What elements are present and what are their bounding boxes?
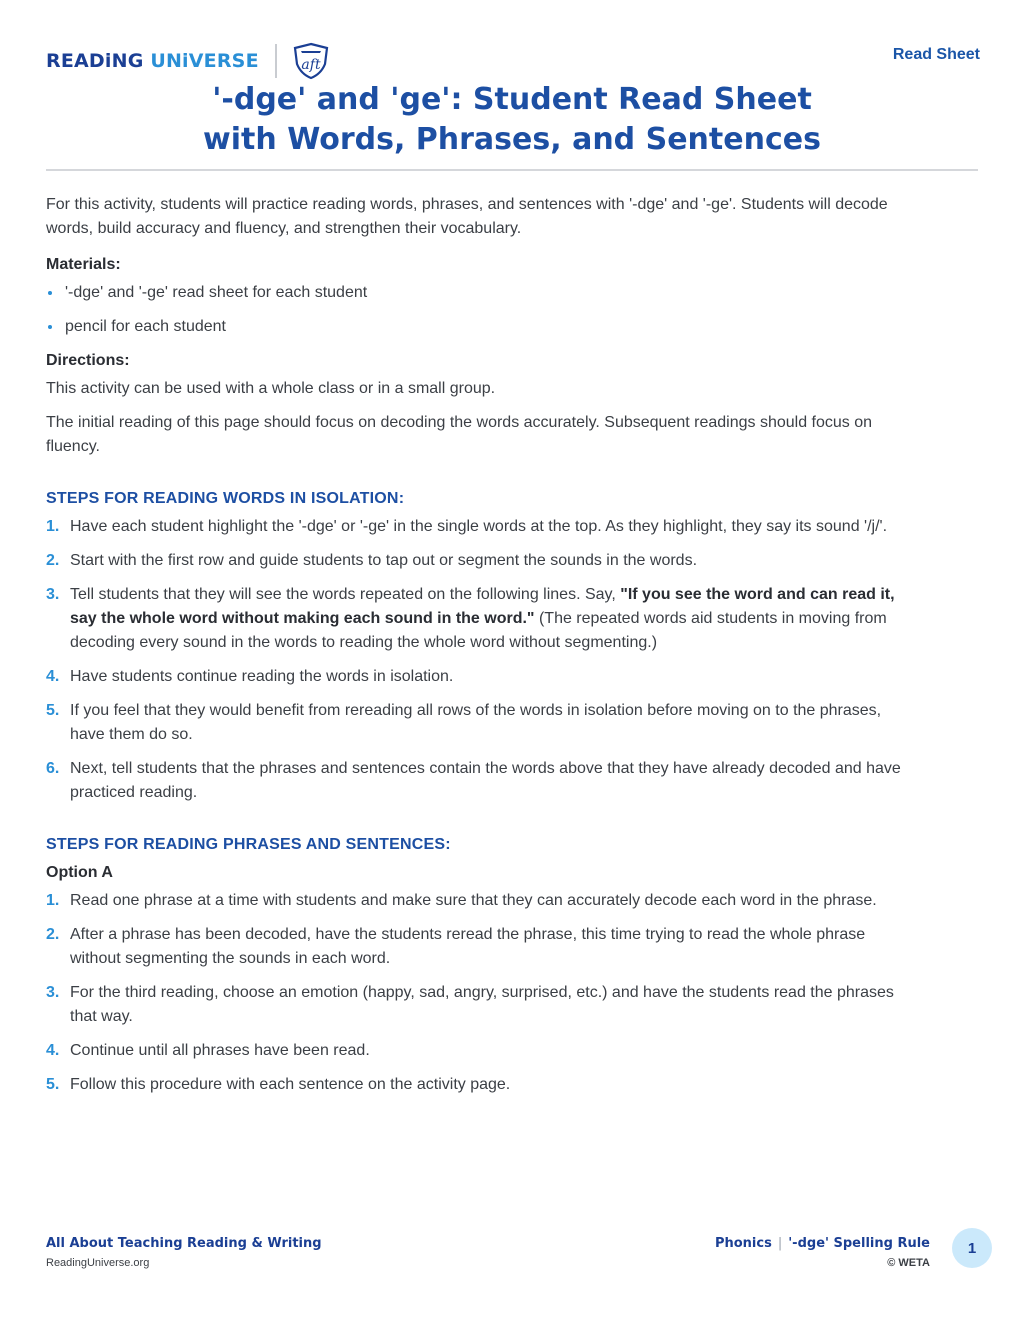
list-item	[46, 757, 906, 805]
step-number: 5.	[46, 702, 60, 719]
list-item: pencil for each student	[46, 315, 906, 339]
materials-list	[46, 281, 906, 339]
step-text: Next, tell students that the phrases and sentences contain the words above that they have already decoded and have practiced reading.	[70, 760, 901, 801]
aft-logo-icon	[291, 42, 331, 80]
footer-separator: |	[777, 1236, 783, 1251]
footer-topic-line	[715, 1236, 930, 1251]
footer-copyright: © WETA	[887, 1257, 930, 1269]
phrases-steps-list	[46, 889, 906, 1097]
footer-left	[46, 1236, 322, 1269]
main-content	[46, 193, 906, 1107]
list-item	[46, 549, 906, 573]
logo-universe-text: UNiVERSE	[150, 50, 259, 72]
document-type-label: Read Sheet	[892, 46, 980, 63]
step-text: Follow this procedure with each sentence on the activity page.	[70, 1076, 511, 1093]
logo-wordmark	[46, 50, 259, 72]
directions-paragraph-2: The initial reading of this page should focus on decoding the words accurately. Subsequent readings should focus on fluency.	[46, 414, 873, 455]
list-item: '-dge' and '-ge' read sheet for each student	[46, 281, 906, 305]
logo-reading-text: READiNG	[46, 50, 144, 72]
step-number: 1.	[46, 892, 60, 909]
footer-website: ReadingUniverse.org	[46, 1257, 150, 1269]
step-text: Have students continue reading the words in isolation.	[70, 668, 454, 685]
directions-label: Directions:	[46, 352, 130, 369]
logo-divider	[275, 44, 277, 78]
list-item	[46, 1039, 906, 1063]
step-number: 1.	[46, 518, 60, 535]
title-divider	[46, 169, 978, 171]
step-number: 2.	[46, 926, 60, 943]
list-item	[46, 699, 906, 747]
list-item	[46, 923, 906, 971]
step-number: 2.	[46, 552, 60, 569]
phrases-section-heading: STEPS FOR READING PHRASES AND SENTENCES:	[46, 836, 451, 853]
title-line-2: with Words, Phrases, and Sentences	[203, 122, 821, 157]
intro-paragraph: For this activity, students will practice reading words, phrases, and sentences with '-dge' and '-ge'. Students will decode words, build accuracy and fluency, and strengthen their vocabulary.	[46, 196, 888, 237]
aft-logo-text: aft	[301, 57, 321, 73]
list-item	[46, 981, 906, 1029]
title-line-1: '-dge' and 'ge': Student Read Sheet	[212, 82, 812, 117]
step-number: 3.	[46, 984, 60, 1001]
step-quote: "If you see the word and can read it, say the whole word without making each sound in the word."	[70, 586, 895, 627]
list-item	[46, 515, 906, 539]
list-item	[46, 665, 906, 689]
reading-universe-logo	[46, 42, 331, 80]
list-item	[46, 583, 906, 655]
isolation-steps-list	[46, 515, 906, 805]
step-text: After a phrase has been decoded, have the students reread the phrase, this time trying to read the whole phrase without segmenting the sounds in each word.	[70, 926, 866, 967]
materials-label: Materials:	[46, 256, 121, 273]
page-title	[46, 80, 978, 160]
step-text: Continue until all phrases have been read.	[70, 1042, 370, 1059]
step-text-continued: (The repeated words aid students in moving from decoding every sound in the words to reading the whole word without segmenting.)	[70, 610, 887, 651]
footer-right	[715, 1236, 930, 1269]
list-item	[46, 1073, 906, 1097]
isolation-section-heading: STEPS FOR READING WORDS IN ISOLATION:	[46, 490, 405, 507]
step-text: Read one phrase at a time with students and make sure that they can accurately decode each word in the phrase.	[70, 892, 877, 909]
footer-topic: '-dge' Spelling Rule	[788, 1236, 930, 1251]
footer-series-title: All About Teaching Reading & Writing	[46, 1236, 322, 1251]
directions-paragraph-1: This activity can be used with a whole class or in a small group.	[46, 380, 496, 397]
step-number: 4.	[46, 668, 60, 685]
step-number: 4.	[46, 1042, 60, 1059]
page-header	[46, 36, 980, 76]
step-text: If you feel that they would benefit from rereading all rows of the words in isolation before moving on to the phrases, have them do so.	[70, 702, 882, 743]
step-text: Start with the first row and guide students to tap out or segment the sounds in the words.	[70, 552, 698, 569]
step-text: Have each student highlight the '-dge' or '-ge' in the single words at the top. As they highlight, they say its sound '/j/'.	[70, 518, 888, 535]
option-a-label: Option A	[46, 864, 113, 881]
step-text: For the third reading, choose an emotion (happy, sad, angry, surprised, etc.) and have the students read the phrases that way.	[70, 984, 894, 1025]
step-number: 5.	[46, 1076, 60, 1093]
step-number: 6.	[46, 760, 60, 777]
step-number: 3.	[46, 586, 60, 603]
list-item	[46, 889, 906, 913]
footer-category: Phonics	[714, 1236, 772, 1251]
page-number-badge: 1	[952, 1228, 992, 1268]
step-text: Tell students that they will see the words repeated on the following lines. Say,	[70, 586, 621, 603]
